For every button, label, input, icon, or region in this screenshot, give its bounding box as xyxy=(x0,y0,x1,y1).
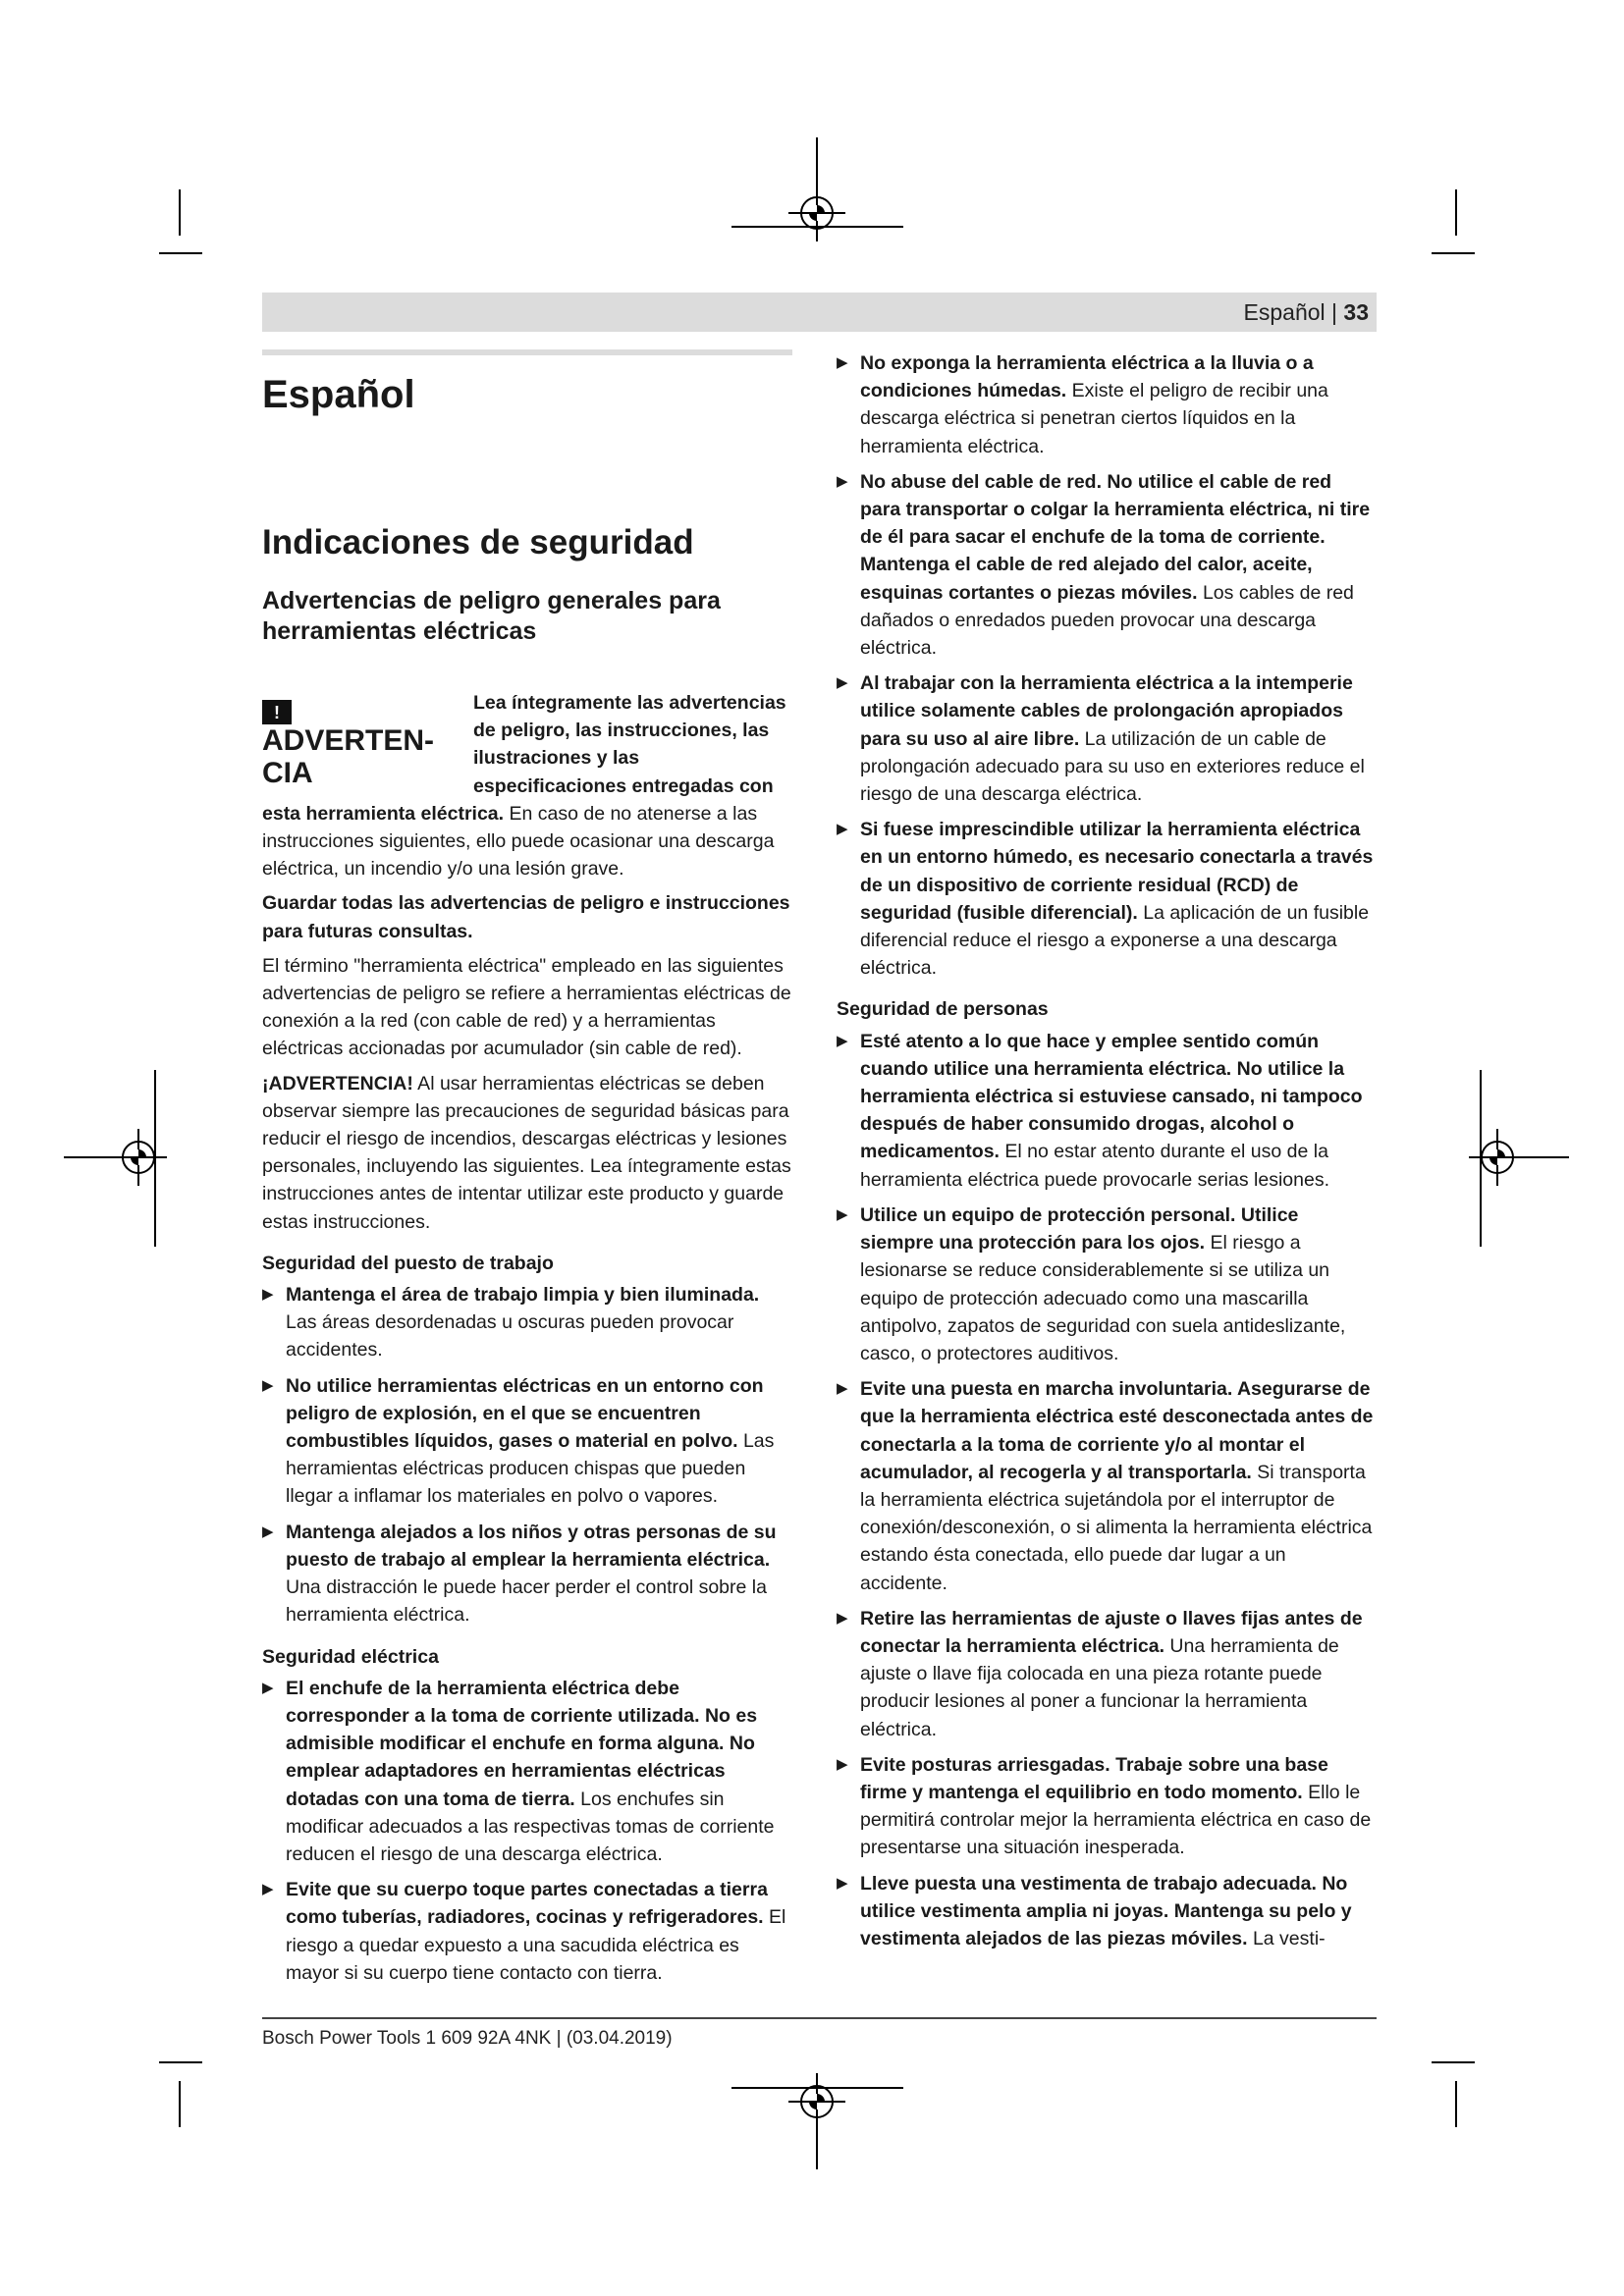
item-text: Si transporta la herramienta eléctrica sujetándola por el interruptor de conexión/desconexión, o si alimenta la herramienta eléctrica estando ésta conectada, ello puede dar lugar a un accidente. xyxy=(860,1461,1373,1594)
warning-lead-text: En caso de no atenerse a las instrucciones siguientes, ello puede ocasionar una descarga eléctrica, un incendio y/o una lesión grave. xyxy=(262,802,775,881)
item-text: Las áreas desordenadas u oscuras pueden provocar accidentes. xyxy=(286,1311,734,1362)
list-item xyxy=(262,1372,792,1511)
list-item xyxy=(837,816,1377,982)
right-column xyxy=(837,349,1377,1960)
list-item xyxy=(837,1201,1377,1367)
registration-mark-icon xyxy=(800,196,834,230)
item-bold: Evite una puesta en marcha involuntaria. Asegurarse de que la herramienta eléctrica esté desconectada antes de conectarla a la toma de corriente y/o al montar el acumulador, al recogerla y al transportarla. xyxy=(860,1378,1374,1483)
item-bold: Lleve puesta una vestimenta de trabajo adecuada. No utilice vestimenta amplia ni joyas. Mantenga su pelo y vestimenta alejados de las piezas móviles. xyxy=(860,1872,1352,1949)
item-text: Una herramienta de ajuste o llave fija colocada en una pieza rotante puede producir lesiones al poner a funcionar la herramienta eléctrica. xyxy=(860,1634,1339,1740)
warning-label-text: ADVERTEN-CIA xyxy=(262,724,435,789)
list-item xyxy=(262,1281,792,1364)
page-header xyxy=(262,293,1377,332)
crop-mark xyxy=(1455,2081,1457,2127)
warning-block xyxy=(262,689,792,882)
list-item xyxy=(262,1519,792,1629)
item-text: Los enchufes sin modificar adecuados a las respectivas tomas de corriente reducen el riesgo de una descarga eléctrica. xyxy=(286,1788,775,1865)
page-title: Español xyxy=(262,373,415,416)
list-item xyxy=(262,1876,792,1987)
footer-rule xyxy=(262,2017,1377,2019)
page-number: 33 xyxy=(1343,299,1369,325)
crop-mark xyxy=(159,252,202,254)
page-footer: Bosch Power Tools 1 609 92A 4NK | (03.04.2019) xyxy=(262,2028,673,2049)
list-item xyxy=(837,1375,1377,1597)
warning-triangle-icon: ! xyxy=(262,700,292,724)
item-text: Ello le permitirá controlar mejor la herramienta eléctrica en caso de presentarse una situación inesperada. xyxy=(860,1781,1372,1859)
item-text: Las herramientas eléctricas producen chispas que pueden llegar a inflamar los materiales en polvo o vapores. xyxy=(286,1430,775,1508)
list-item xyxy=(837,1028,1377,1194)
keep-notice: Guardar todas las advertencias de peligro e instrucciones para futuras consultas. xyxy=(262,892,790,942)
item-text: El riesgo a quedar expuesto a una sacudida eléctrica es mayor si su cuerpo tiene contacto con tierra. xyxy=(286,1906,786,1984)
item-bold: Al trabajar con la herramienta eléctrica a la intemperie utilice solamente cables de prolongación apropiados para su uso al aire libre. xyxy=(860,672,1353,750)
item-bold: No utilice herramientas eléctricas en un entorno con peligro de explosión, en el que se encuentren combustibles líquidos, gases o material en polvo. xyxy=(286,1374,764,1453)
item-text: Existe el peligro de recibir una descarga eléctrica si penetran ciertos líquidos en la herramienta eléctrica. xyxy=(860,380,1328,457)
item-text: Una distracción le puede hacer perder el control sobre la herramienta eléctrica. xyxy=(286,1576,767,1627)
warning-lead-bold: Lea íntegramente las advertencias de peligro, las instrucciones, las ilustraciones y las especificaciones entregadas con esta herramienta eléctrica. xyxy=(262,692,786,825)
item-bold: Si fuese imprescindible utilizar la herramienta eléctrica en un entorno húmedo, es necesario conectarla a través de un dispositivo de corriente residual (RCD) de seguridad (fusible diferencial). xyxy=(860,819,1374,924)
item-bold: Retire las herramientas de ajuste o llaves fijas antes de conectar la herramienta eléctrica. xyxy=(860,1607,1363,1657)
crop-mark xyxy=(1432,252,1475,254)
advert-text: Al usar herramientas eléctricas se deben observar siempre las precauciones de seguridad básicas para reducir el riesgo de incendios, descargas eléctricas y lesiones personales, incluyendo las siguientes. Lea íntegramente estas instrucciones antes de intentar utilizar este producto y guarde estas instrucciones. xyxy=(262,1072,791,1233)
list-item xyxy=(262,1675,792,1868)
header-text: Español | 33 xyxy=(1243,299,1369,325)
item-text: La vesti- xyxy=(1247,1927,1326,1949)
section-title-electrical: Seguridad eléctrica xyxy=(262,1645,439,1668)
item-bold: No exponga la herramienta eléctrica a la lluvia o a condiciones húmedas. xyxy=(860,352,1314,402)
section-title-work-area: Seguridad del puesto de trabajo xyxy=(262,1252,554,1274)
section-title-persons: Seguridad de personas xyxy=(837,998,1049,1021)
item-bold: Mantenga alejados a los niños y otras personas de su puesto de trabajo al emplear la herramienta eléctrica. xyxy=(286,1521,777,1571)
item-bold: Evite que su cuerpo toque partes conectadas a tierra como tuberías, radiadores, cocinas y refrigeradores. xyxy=(286,1879,768,1929)
list-item xyxy=(837,1605,1377,1743)
crop-mark xyxy=(1455,189,1457,236)
registration-mark-icon xyxy=(122,1141,155,1174)
item-text: La utilización de un cable de prolongación adecuado para su uso en exteriores reduce el riesgo de una descarga eléctrica. xyxy=(860,727,1365,806)
list-item xyxy=(837,669,1377,808)
list-item xyxy=(837,1870,1377,1953)
item-text: El riesgo a lesionarse se reduce considerablemente si se utiliza un equipo de protección adecuado como una mascarilla antipolvo, zapatos de seguridad con suela antideslizante, casco, o protectores auditivos. xyxy=(860,1232,1346,1364)
item-bold: Utilice un equipo de protección personal. Utilice siempre una protección para los ojos. xyxy=(860,1203,1299,1255)
list-item xyxy=(837,349,1377,460)
warning-label xyxy=(262,689,463,789)
header-section: Español xyxy=(1243,299,1326,325)
registration-mark-icon xyxy=(1481,1141,1514,1174)
list-item xyxy=(837,468,1377,662)
list-item xyxy=(837,1751,1377,1862)
crop-mark xyxy=(179,189,181,236)
item-text: La aplicación de un fusible diferencial reduce el riesgo a exponerse a una descarga eléctrica. xyxy=(860,901,1370,980)
advert-paragraph xyxy=(262,1070,792,1236)
left-column xyxy=(262,349,792,1995)
item-bold: Mantenga el área de trabajo limpia y bien iluminada. xyxy=(286,1284,760,1307)
subsection-heading: Advertencias de peligro generales para herramientas eléctricas xyxy=(262,587,721,645)
advert-bold: ¡ADVERTENCIA! xyxy=(262,1072,413,1095)
item-text: El no estar atento durante el uso de la herramienta eléctrica puede provocarle serias lesiones. xyxy=(860,1141,1329,1191)
item-bold: No abuse del cable de red. No utilice el cable de red para transportar o colgar la herramienta eléctrica, ni tire de él para sacar el enchufe de la toma de corriente. Mantenga el cable de red alejado del calor, aceite, esquinas cortantes o piezas móviles. xyxy=(860,470,1371,604)
item-text: Los cables de red dañados o enredados pueden provocar una descarga eléctrica. xyxy=(860,581,1354,660)
crop-mark xyxy=(179,2081,181,2127)
item-bold: Esté atento a lo que hace y emplee sentido común cuando utilice una herramienta eléctrica. No utilice la herramienta eléctrica si estuviese cansado, ni tampoco después de haber consumido drogas, alcohol o medicamentos. xyxy=(860,1030,1363,1163)
crop-mark xyxy=(1432,2061,1475,2063)
title-rule xyxy=(262,349,792,355)
crop-mark xyxy=(159,2061,202,2063)
term-paragraph: El término "herramienta eléctrica" empleado en las siguientes advertencias de peligro se refiere a herramientas eléctricas de conexión a la red (con cable de red) y a herramientas eléctricas accionadas por acumulador (sin cable de red). xyxy=(262,954,791,1060)
item-bold: El enchufe de la herramienta eléctrica debe corresponder a la toma de corriente utilizada. No es admisible modificar el enchufe en forma alguna. No emplear adaptadores en herramientas eléctricas dotadas con una toma de tierra. xyxy=(286,1677,758,1810)
registration-mark-icon xyxy=(800,2085,834,2118)
section-heading: Indicaciones de seguridad xyxy=(262,523,694,561)
item-bold: Evite posturas arriesgadas. Trabaje sobre una base firme y mantenga el equilibrio en todo momento. xyxy=(860,1753,1328,1803)
